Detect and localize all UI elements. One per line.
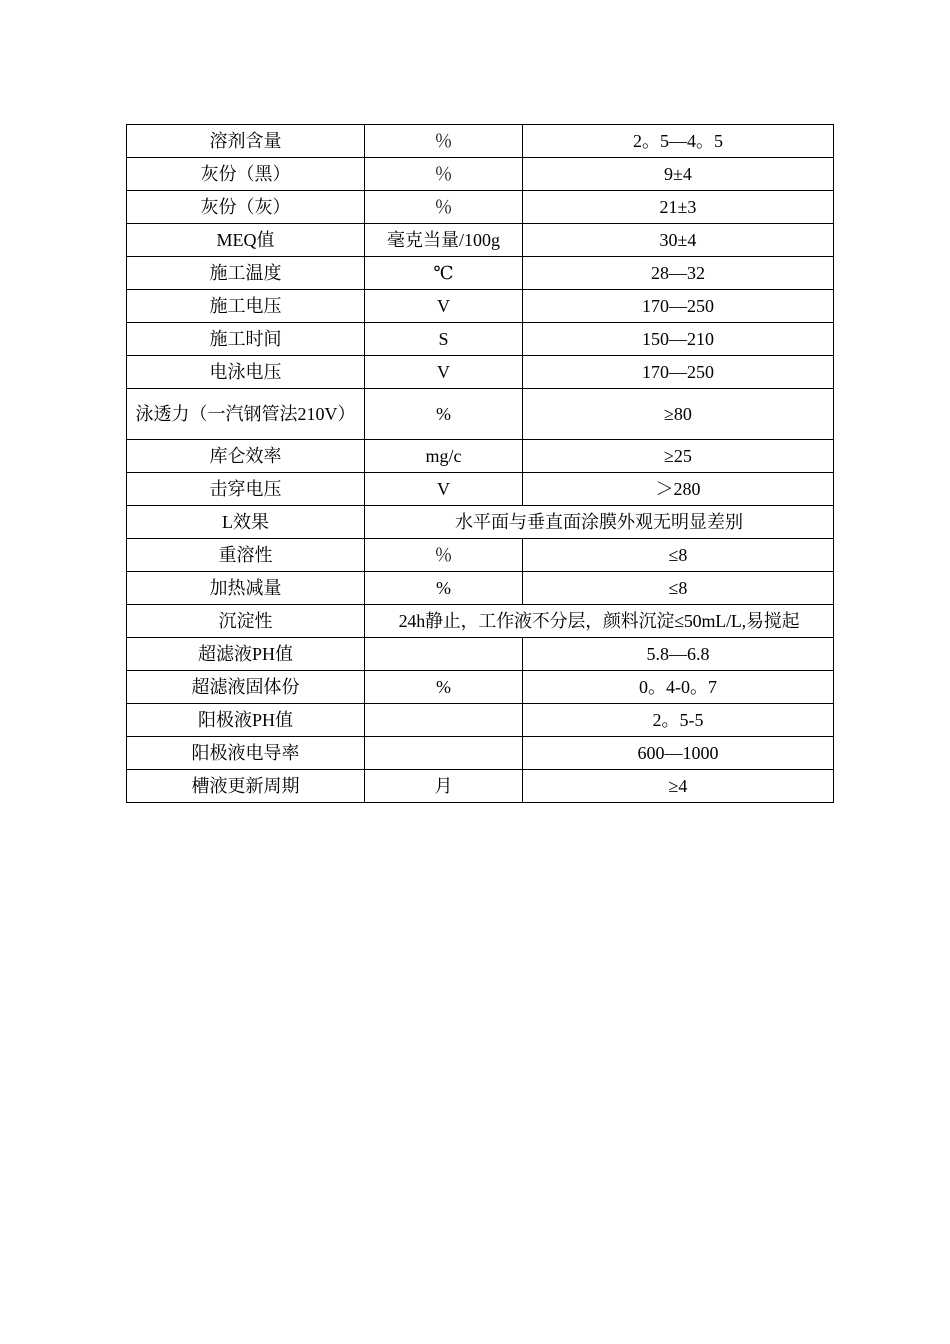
value-cell: 150—210 (523, 323, 834, 356)
item-cell: 灰份（黑） (127, 158, 365, 191)
item-cell: MEQ值 (127, 224, 365, 257)
table-row (127, 290, 834, 323)
unit-cell: V (365, 290, 523, 323)
unit-cell: 月 (365, 770, 523, 803)
unit-cell: V (365, 473, 523, 506)
item-cell: 加热减量 (127, 572, 365, 605)
table-row (127, 323, 834, 356)
table-row (127, 704, 834, 737)
value-cell: 0。4-0。7 (523, 671, 834, 704)
item-cell: L效果 (127, 506, 365, 539)
table-row (127, 671, 834, 704)
unit-cell (365, 638, 523, 671)
table-row (127, 638, 834, 671)
value-cell: 21±3 (523, 191, 834, 224)
item-cell: 超滤液固体份 (127, 671, 365, 704)
value-cell: ≥80 (523, 389, 834, 440)
item-cell: 施工温度 (127, 257, 365, 290)
value-cell: ≥25 (523, 440, 834, 473)
item-cell: 槽液更新周期 (127, 770, 365, 803)
table-row (127, 473, 834, 506)
unit-cell: 毫克当量/100g (365, 224, 523, 257)
item-cell: 灰份（灰） (127, 191, 365, 224)
item-cell: 泳透力（一汽钢管法210V） (127, 389, 365, 440)
value-cell: 9±4 (523, 158, 834, 191)
table-row (127, 770, 834, 803)
unit-cell: ％ (365, 539, 523, 572)
item-cell: 沉淀性 (127, 605, 365, 638)
unit-cell: mg/c (365, 440, 523, 473)
item-cell: 库仑效率 (127, 440, 365, 473)
value-cell: 28—32 (523, 257, 834, 290)
value-cell: ≤8 (523, 572, 834, 605)
spec-table (126, 124, 834, 803)
table-row (127, 572, 834, 605)
table-row (127, 125, 834, 158)
value-cell: 600—1000 (523, 737, 834, 770)
table-row (127, 356, 834, 389)
item-cell: 阳极液电导率 (127, 737, 365, 770)
table-row (127, 737, 834, 770)
item-cell: 重溶性 (127, 539, 365, 572)
unit-cell: ％ (365, 191, 523, 224)
table-row (127, 158, 834, 191)
table-row (127, 389, 834, 440)
table-row (127, 191, 834, 224)
item-cell: 阳极液PH值 (127, 704, 365, 737)
unit-cell: % (365, 671, 523, 704)
value-cell: 2。5-5 (523, 704, 834, 737)
item-cell: 电泳电压 (127, 356, 365, 389)
item-cell: 施工时间 (127, 323, 365, 356)
merged-value-cell: 水平面与垂直面涂膜外观无明显差别 (365, 506, 834, 539)
value-cell: 5.8—6.8 (523, 638, 834, 671)
item-cell: 超滤液PH值 (127, 638, 365, 671)
item-cell: 击穿电压 (127, 473, 365, 506)
table-row (127, 605, 834, 638)
value-cell: ≥4 (523, 770, 834, 803)
table-row (127, 539, 834, 572)
item-cell: 溶剂含量 (127, 125, 365, 158)
value-cell: 170—250 (523, 356, 834, 389)
value-cell: ≤8 (523, 539, 834, 572)
unit-cell: ℃ (365, 257, 523, 290)
value-cell: 170—250 (523, 290, 834, 323)
unit-cell: V (365, 356, 523, 389)
unit-cell: % (365, 389, 523, 440)
unit-cell: ％ (365, 125, 523, 158)
value-cell: ＞280 (523, 473, 834, 506)
unit-cell (365, 737, 523, 770)
value-cell: 30±4 (523, 224, 834, 257)
value-cell: 2。5—4。5 (523, 125, 834, 158)
unit-cell: ％ (365, 158, 523, 191)
table-row (127, 440, 834, 473)
unit-cell: S (365, 323, 523, 356)
table-row (127, 224, 834, 257)
unit-cell (365, 704, 523, 737)
table-row (127, 506, 834, 539)
item-cell: 施工电压 (127, 290, 365, 323)
unit-cell: % (365, 572, 523, 605)
table-row (127, 257, 834, 290)
merged-value-cell: 24h静止，工作液不分层，颜料沉淀≤50mL/L,易搅起 (365, 605, 834, 638)
